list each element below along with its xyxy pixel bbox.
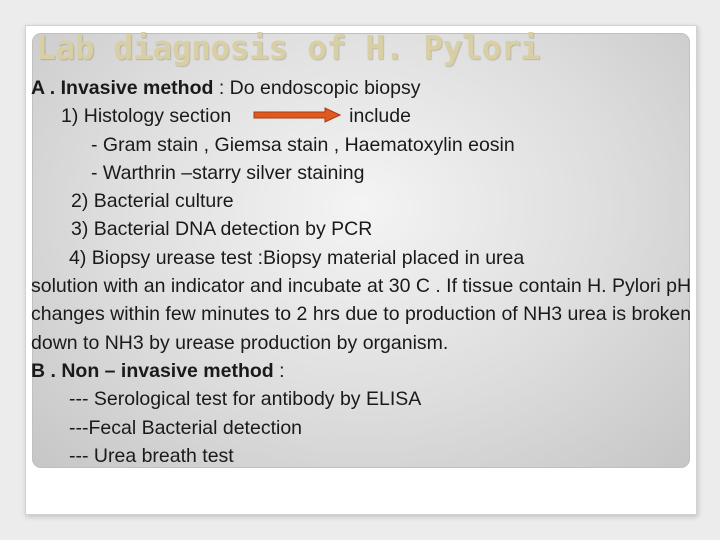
section-a-heading (31, 74, 693, 102)
section-b-heading (31, 357, 693, 385)
list-item-pcr: 3) Bacterial DNA detection by PCR (71, 218, 373, 241)
section-a-rest: : Do endoscopic biopsy (213, 77, 421, 99)
histology-label: 1) Histology section (61, 105, 232, 128)
list-item-stains: - Gram stain , Giemsa stain , Haematoxylin eosin (91, 133, 515, 156)
list-item-histology (31, 102, 693, 130)
slide-body (31, 74, 693, 470)
list-item-serological: --- Serological test for antibody by ELISA (69, 388, 422, 411)
slide-title: Lab diagnosis of H. Pylori (36, 28, 540, 67)
section-a-label: A . Invasive method (31, 77, 214, 99)
list-item-urease-test: 4) Biopsy urease test :Biopsy material placed in urea (69, 246, 525, 269)
urease-test-description: solution with an indicator and incubate at 30 C . If tissue contain H. Pylori pH changes within few minutes to 2 hrs due to production of NH3 urea is broken down to NH3 by urease production by organism. (31, 275, 692, 354)
section-b-label: B . Non – invasive method (31, 359, 274, 382)
list-item-breath-test: --- Urea breath test (69, 444, 234, 467)
right-arrow-icon (253, 107, 341, 123)
section-b-rest: : (273, 359, 285, 382)
histology-include: include (349, 105, 411, 128)
list-item-culture: 2) Bacterial culture (71, 190, 234, 213)
list-item-silver-staining: - Warthrin –starry silver staining (91, 161, 365, 184)
list-item-fecal: ---Fecal Bacterial detection (69, 416, 303, 439)
